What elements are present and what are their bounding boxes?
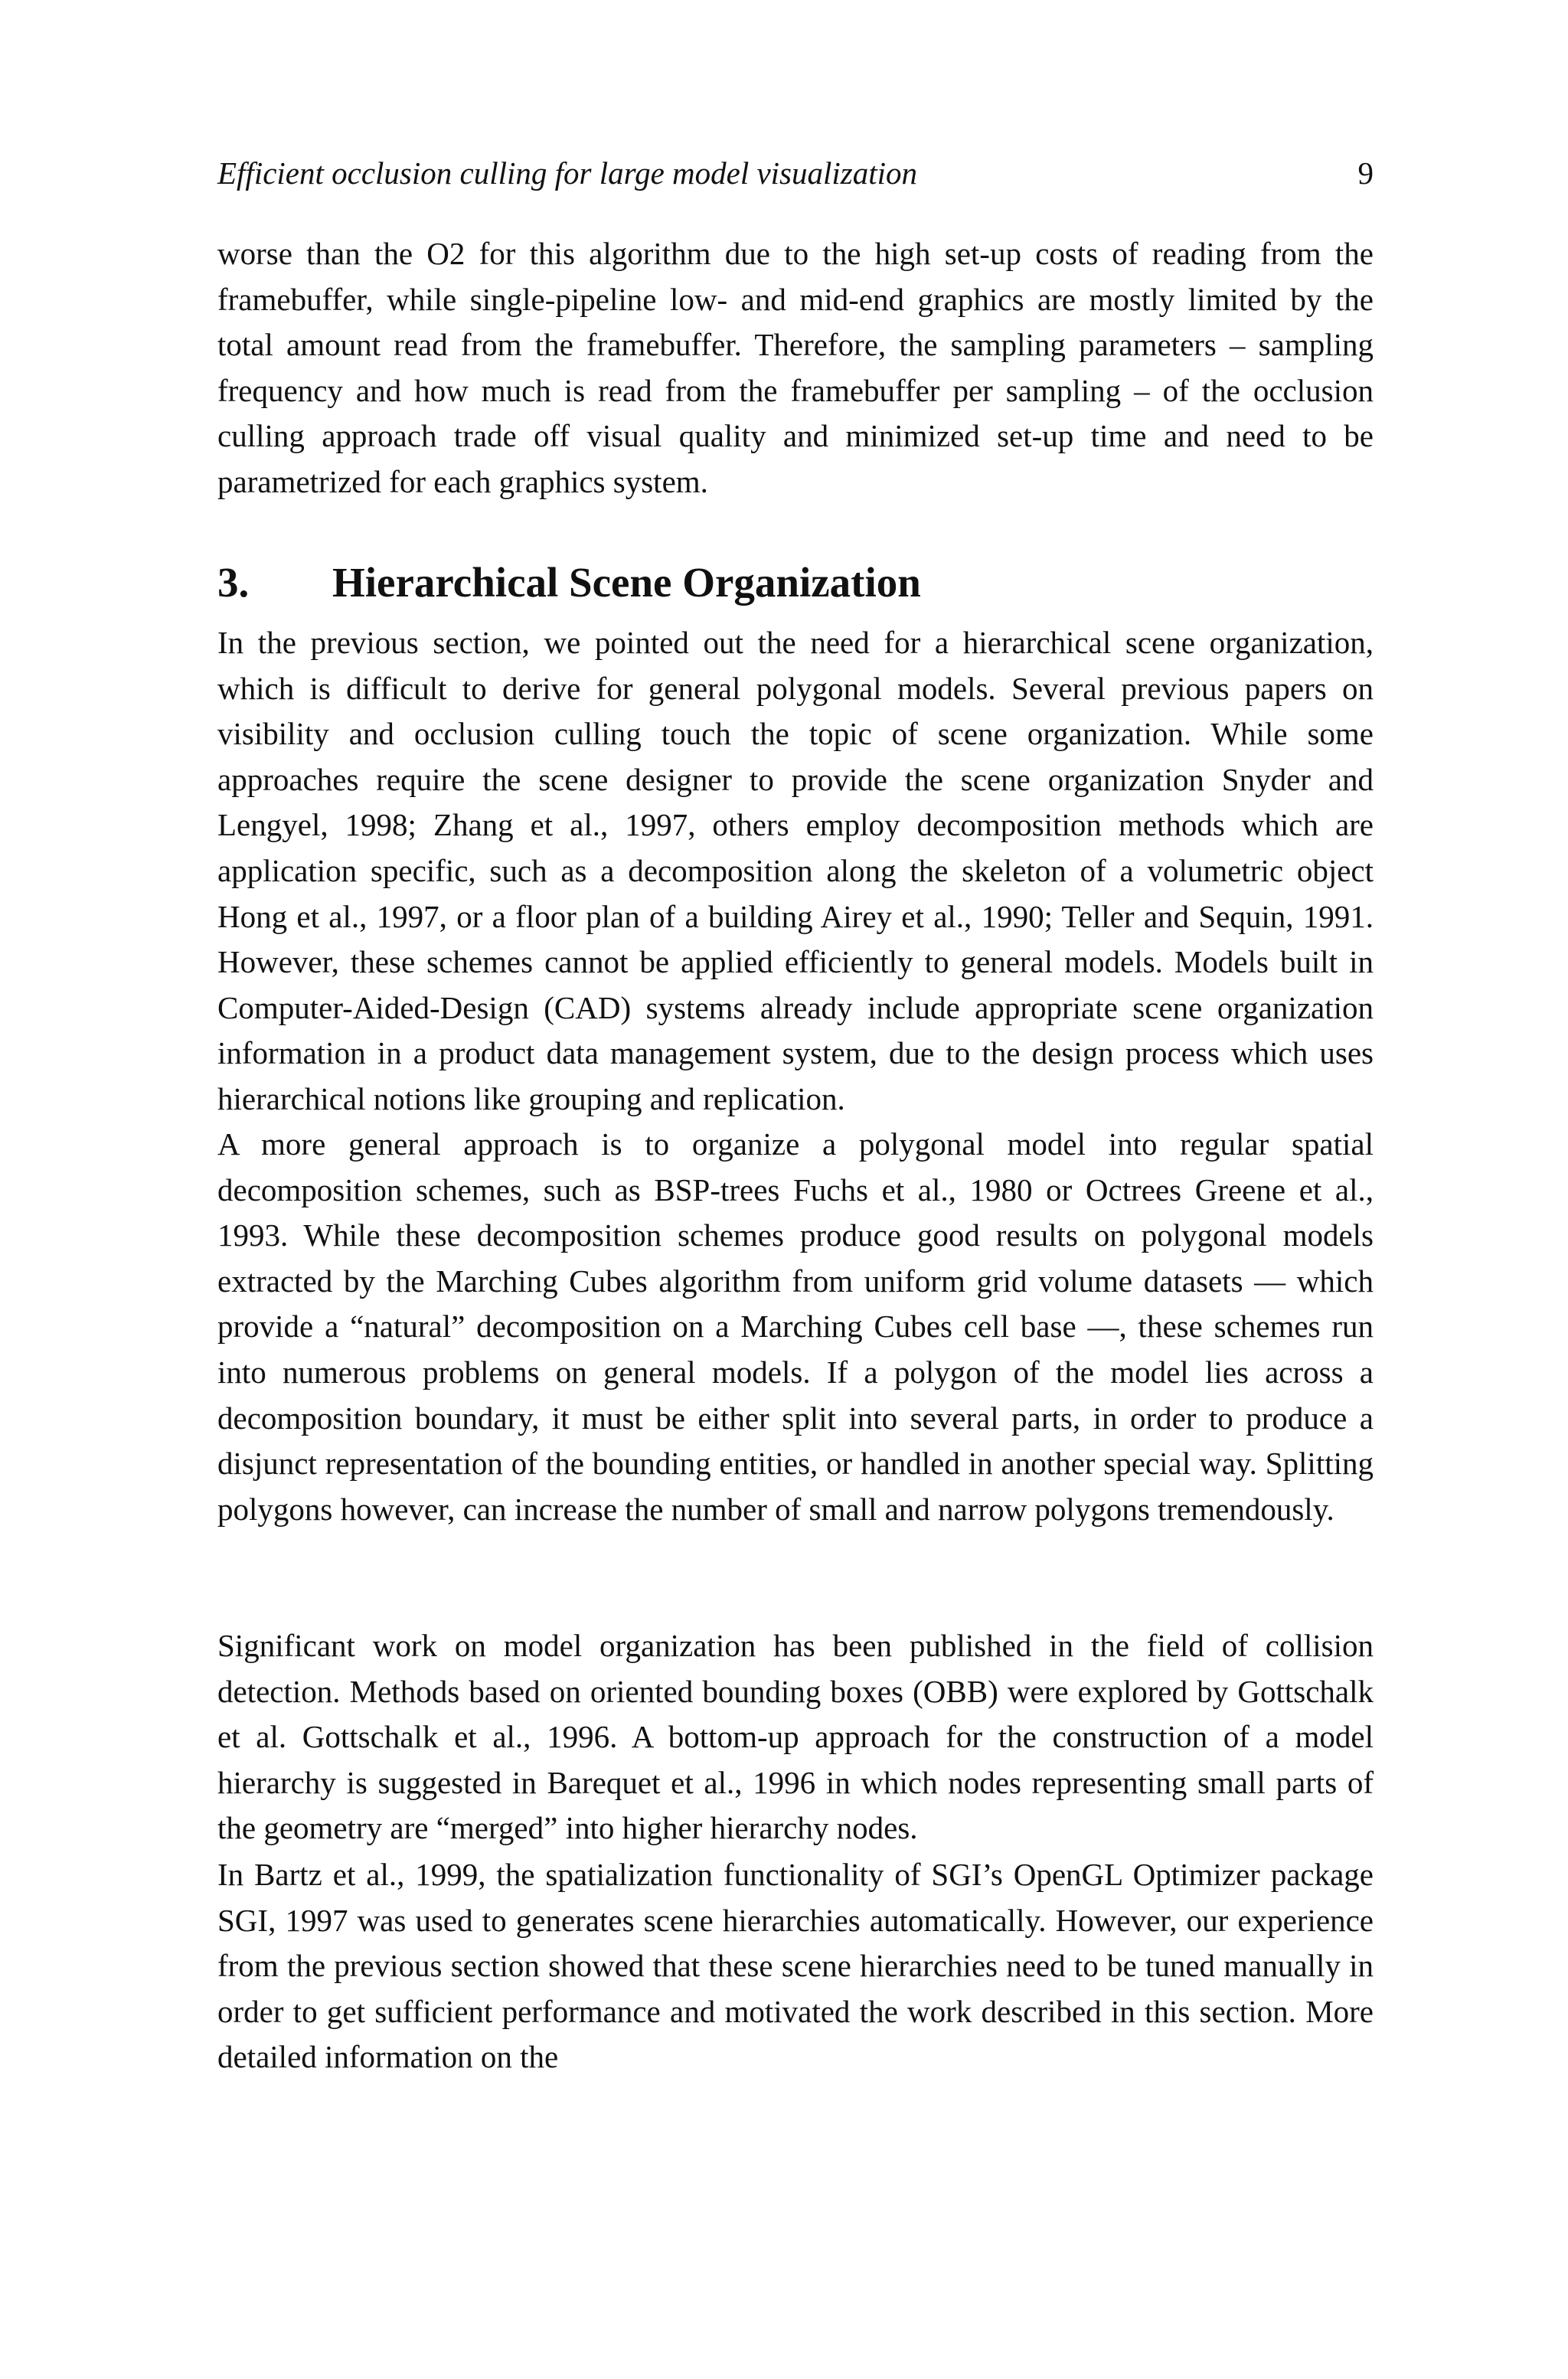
page-number: 9	[1357, 155, 1374, 191]
paragraph: Significant work on model organization has been published in the field of collision detection. Methods based on oriented bounding boxes (OBB) were explored by Gottschalk et al. Gottschalk et al., 1996. A bottom-up approach for the construction of a model hierarchy is suggested in Barequet et al., 1996 in which nodes representing small parts of the geometry are “merged” into higher hierarchy nodes.	[217, 1628, 1374, 1846]
section-title: Hierarchical Scene Organization	[332, 559, 921, 606]
paragraph: In Bartz et al., 1999, the spatialization functionality of SGI’s OpenGL Optimizer package SGI, 1997 was used to generates scene hierarchies automatically. However, our experience from the previous section showed that these scene hierarchies need to be tuned manually in order to get sufficient performance and motivated the work described in this section. More detailed information on the	[217, 1857, 1374, 2075]
section-number: 3.	[217, 559, 250, 606]
paragraph: A more general approach is to organize a polygonal model into regular spatial decomposition schemes, such as BSP-trees Fuchs et al., 1980 or Octrees Greene et al., 1993. While these decomposition schemes produce good results on polygonal models extracted by the Marching Cubes algorithm from uniform grid volume datasets — which provide a “natural” decomposition on a Marching Cubes cell base —, these schemes run into numerous problems on general models. If a polygon of the model lies across a decomposition boundary, it must be either split into several parts, in order to produce a disjunct representation of the bounding entities, or handled in another special way. Splitting polygons however, can increase the number of small and narrow polygons tremendously.	[217, 1126, 1374, 1527]
paragraph-continuation: worse than the O2 for this algorithm due to the high set-up costs of reading from the framebuffer, while single-pipeline low- and mid-end graphics are mostly limited by the total amount read from the framebuffer. Therefore, the sampling parameters – sampling frequency and how much is read from the framebuffer per sampling – of the occlusion culling approach trade off visual quality and minimized set-up time and need to be parametrized for each graphics system.	[217, 236, 1374, 499]
running-header	[217, 150, 1374, 196]
paragraph: In the previous section, we pointed out the need for a hierarchical scene organization, which is difficult to derive for general polygonal models. Several previous papers on visibility and occlusion culling touch the topic of scene organization. While some approaches require the scene designer to provide the scene organization Snyder and Lengyel, 1998; Zhang et al., 1997, others employ decomposition methods which are application specific, such as a decomposition along the skeleton of a volumetric object Hong et al., 1997, or a floor plan of a building Airey et al., 1990; Teller and Sequin, 1991. However, these schemes cannot be applied efficiently to general models. Models built in Computer-Aided-Design (CAD) systems already include appropriate scene organization information in a product data management system, due to the design process which uses hierarchical notions like grouping and replication.	[217, 625, 1374, 1116]
section-heading	[217, 538, 1374, 628]
running-title: Efficient occlusion culling for large model visualization	[217, 155, 918, 191]
